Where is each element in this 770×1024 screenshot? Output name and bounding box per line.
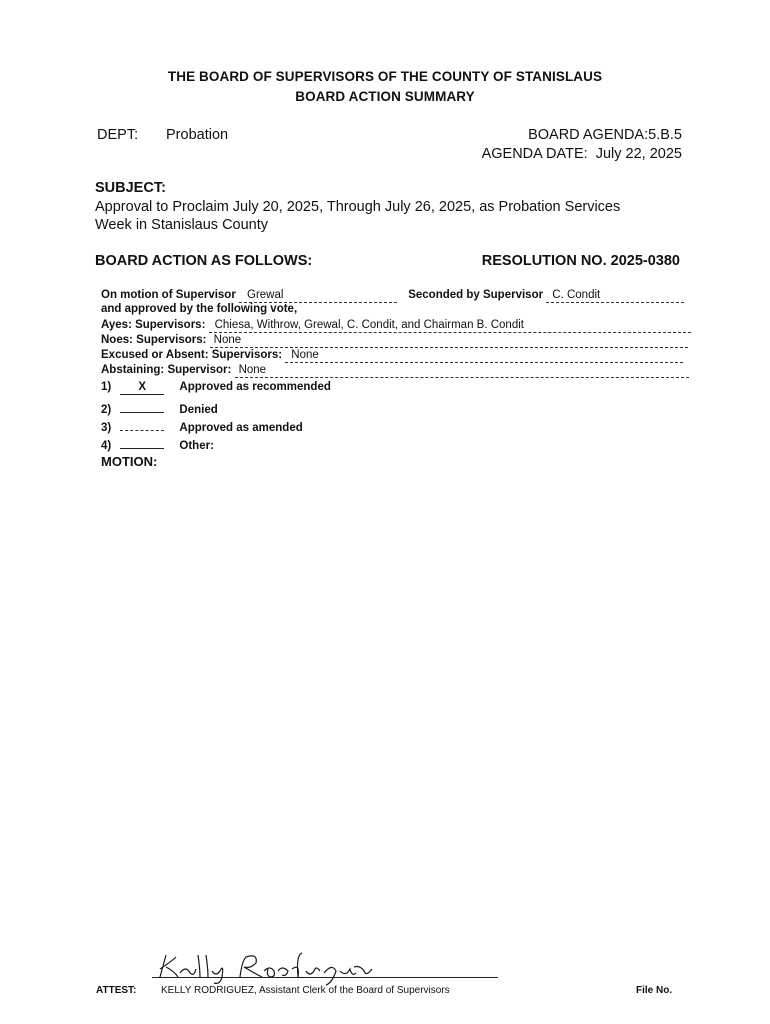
subject-label: SUBJECT: bbox=[95, 180, 166, 196]
agenda-date-value: July 22, 2025 bbox=[595, 146, 682, 162]
motion-field bbox=[239, 289, 397, 303]
board-agenda bbox=[528, 127, 682, 143]
option-4 bbox=[101, 435, 214, 452]
excused-value: None bbox=[291, 349, 319, 361]
file-number-label: File No. bbox=[636, 985, 673, 996]
option-mark bbox=[120, 417, 164, 431]
abstaining-field bbox=[235, 364, 689, 378]
noes-line bbox=[101, 334, 688, 348]
signature bbox=[150, 947, 380, 987]
option-label: Other: bbox=[179, 440, 214, 452]
motion-value: Grewal bbox=[247, 289, 284, 301]
seconded-label: Seconded by Supervisor bbox=[408, 289, 544, 301]
agenda-date bbox=[482, 146, 682, 162]
seconded-value: C. Condit bbox=[552, 289, 601, 301]
ayes-value: Chiesa, Withrow, Grewal, C. Condit, and Chairman B. Condit bbox=[214, 319, 524, 331]
dept-value: Probation bbox=[166, 127, 229, 143]
attest-text: KELLY RODRIGUEZ, Assistant Clerk of the Board of Supervisors bbox=[161, 985, 450, 996]
noes-value: None bbox=[213, 334, 242, 346]
ayes-field bbox=[209, 319, 691, 333]
board-action-heading: BOARD ACTION AS FOLLOWS: bbox=[95, 253, 313, 269]
signature-line bbox=[152, 977, 498, 978]
motion-label: On motion of Supervisor bbox=[101, 289, 236, 301]
board-agenda-label: BOARD AGENDA: bbox=[528, 127, 649, 143]
document-subtitle: BOARD ACTION SUMMARY bbox=[295, 89, 475, 104]
document-title: THE BOARD OF SUPERVISORS OF THE COUNTY OF STANISLAUS bbox=[167, 69, 603, 84]
seconded-field bbox=[546, 289, 684, 303]
abstaining-value: None bbox=[238, 364, 267, 376]
resolution-number bbox=[482, 253, 680, 269]
option-mark bbox=[120, 381, 164, 395]
subject-line-1: Approval to Proclaim July 20, 2025, Through July 26, 2025, as Probation Services bbox=[95, 199, 621, 215]
option-number: 3) bbox=[101, 422, 112, 434]
option-mark-value: X bbox=[138, 381, 147, 393]
abstaining-label: Abstaining: Supervisor: bbox=[101, 364, 232, 376]
subject-line-2: Week in Stanislaus County bbox=[95, 217, 269, 233]
excused-field bbox=[285, 349, 683, 363]
option-3 bbox=[101, 417, 303, 434]
agenda-date-label: AGENDA DATE: bbox=[481, 146, 588, 162]
noes-label: Noes: Supervisors: bbox=[101, 334, 207, 346]
option-number: 1) bbox=[101, 381, 112, 393]
excused-label: Excused or Absent: Supervisors: bbox=[101, 349, 283, 361]
resolution-value: 2025-0380 bbox=[610, 253, 680, 269]
dept-label: DEPT: bbox=[97, 127, 139, 143]
ayes-line bbox=[101, 319, 691, 333]
option-label: Denied bbox=[179, 404, 218, 416]
board-agenda-value: 5.B.5 bbox=[648, 127, 682, 143]
option-number: 2) bbox=[101, 404, 112, 416]
option-1 bbox=[101, 381, 331, 395]
motion-line bbox=[101, 289, 684, 303]
option-mark bbox=[120, 399, 164, 413]
option-mark bbox=[120, 435, 164, 449]
abstaining-line bbox=[101, 364, 689, 378]
option-number: 4) bbox=[101, 440, 112, 452]
option-2 bbox=[101, 399, 218, 416]
approved-line: and approved by the following vote, bbox=[101, 303, 298, 315]
ayes-label: Ayes: Supervisors: bbox=[101, 319, 206, 331]
option-label: Approved as recommended bbox=[179, 381, 331, 393]
option-label: Approved as amended bbox=[179, 422, 303, 434]
excused-line bbox=[101, 349, 683, 363]
attest-label: ATTEST: bbox=[96, 985, 137, 996]
noes-field bbox=[210, 334, 688, 348]
motion-label: MOTION: bbox=[101, 454, 158, 469]
resolution-label: RESOLUTION NO. bbox=[481, 253, 607, 269]
